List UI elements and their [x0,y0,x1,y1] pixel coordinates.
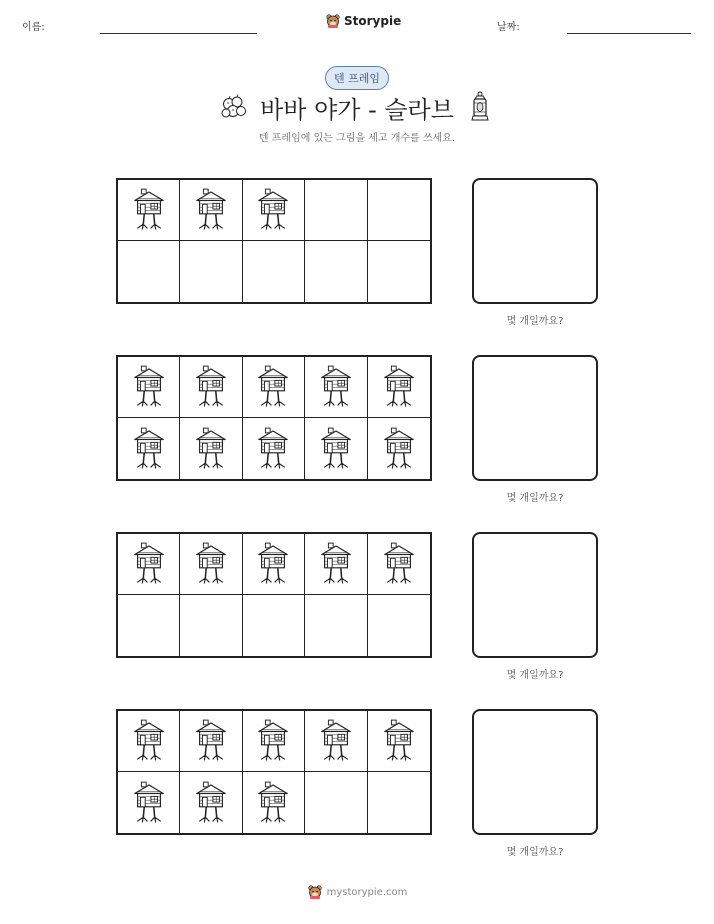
frame-cell [368,180,430,241]
frame-cell [180,357,242,418]
storypie-mascot-icon [307,884,323,900]
frame-cell [305,180,367,241]
chicken-leg-hut-icon [380,427,418,471]
frame-cell [243,241,305,302]
frame-cell [305,534,367,595]
chicken-leg-hut-icon [380,365,418,409]
brand-logo [325,13,401,29]
chicken-leg-hut-icon [254,781,292,825]
page-title: 바바 야가 - 슬라브 [260,96,454,124]
frame-cell [368,241,430,302]
frame-cell [305,711,367,772]
chicken-leg-hut-icon [254,719,292,763]
frame-cell [180,180,242,241]
chicken-leg-hut-icon [130,781,168,825]
brand-name: Storypie [344,14,402,28]
chicken-leg-hut-icon [192,427,230,471]
frame-cell [368,418,430,479]
chicken-leg-hut-icon [254,188,292,232]
ten-frame [116,709,432,835]
instructions: 텐 프레임에 있는 그림을 세고 개수를 쓰세요. [258,133,456,144]
footer [0,884,714,900]
storypie-mascot-icon [325,13,341,29]
frame-cell [305,418,367,479]
answer-box[interactable] [472,355,598,481]
frame-cell [180,772,242,833]
question-text: 몇 개일까요? [506,670,564,681]
frame-cell [305,772,367,833]
chicken-leg-hut-icon [192,719,230,763]
chicken-leg-hut-icon [254,427,292,471]
lantern-icon [469,91,491,123]
frame-cell [368,711,430,772]
frame-cell [180,418,242,479]
frame-cell [305,357,367,418]
frame-cell [118,180,180,241]
answer-box[interactable] [472,709,598,835]
chicken-leg-hut-icon [254,542,292,586]
chicken-leg-hut-icon [380,542,418,586]
frame-cell [243,534,305,595]
name-label: 이름: [22,22,45,33]
frame-cell [118,418,180,479]
frame-cell [368,595,430,656]
chicken-leg-hut-icon [380,719,418,763]
frame-cell [243,772,305,833]
frame-cell [118,357,180,418]
question-text: 몇 개일까요? [506,847,564,858]
chicken-leg-hut-icon [317,542,355,586]
chicken-leg-hut-icon [192,542,230,586]
topic-badge: 텐 프레임 [325,66,389,90]
question-text: 몇 개일까요? [506,493,564,504]
chicken-leg-hut-icon [317,427,355,471]
frame-cell [243,180,305,241]
frame-cell [368,534,430,595]
frame-cell [118,595,180,656]
frame-cell [118,241,180,302]
frame-cell [180,241,242,302]
footer-url: mystorypie.com [326,886,408,898]
ten-frame [116,532,432,658]
chicken-leg-hut-icon [130,365,168,409]
chicken-leg-hut-icon [130,542,168,586]
frame-cell [180,595,242,656]
chicken-leg-hut-icon [130,719,168,763]
ten-frame [116,355,432,481]
frame-cell [118,772,180,833]
chicken-leg-hut-icon [317,365,355,409]
frame-cell [118,711,180,772]
frame-cell [243,711,305,772]
frame-cell [305,241,367,302]
question-text: 몇 개일까요? [506,316,564,327]
answer-box[interactable] [472,532,598,658]
chicken-leg-hut-icon [317,719,355,763]
frame-cell [243,357,305,418]
name-field[interactable] [100,33,257,34]
chicken-leg-hut-icon [192,365,230,409]
chicken-leg-hut-icon [192,188,230,232]
frame-cell [305,595,367,656]
date-field[interactable] [567,33,691,34]
frame-cell [368,772,430,833]
frame-cell [243,418,305,479]
chicken-leg-hut-icon [130,427,168,471]
date-label: 날짜: [497,22,520,33]
frame-cell [118,534,180,595]
ten-frame [116,178,432,304]
frame-cell [180,534,242,595]
frame-cell [368,357,430,418]
chicken-leg-hut-icon [130,188,168,232]
chicken-leg-hut-icon [192,781,230,825]
chicken-leg-hut-icon [254,365,292,409]
answer-box[interactable] [472,178,598,304]
frame-cell [243,595,305,656]
frame-cell [180,711,242,772]
